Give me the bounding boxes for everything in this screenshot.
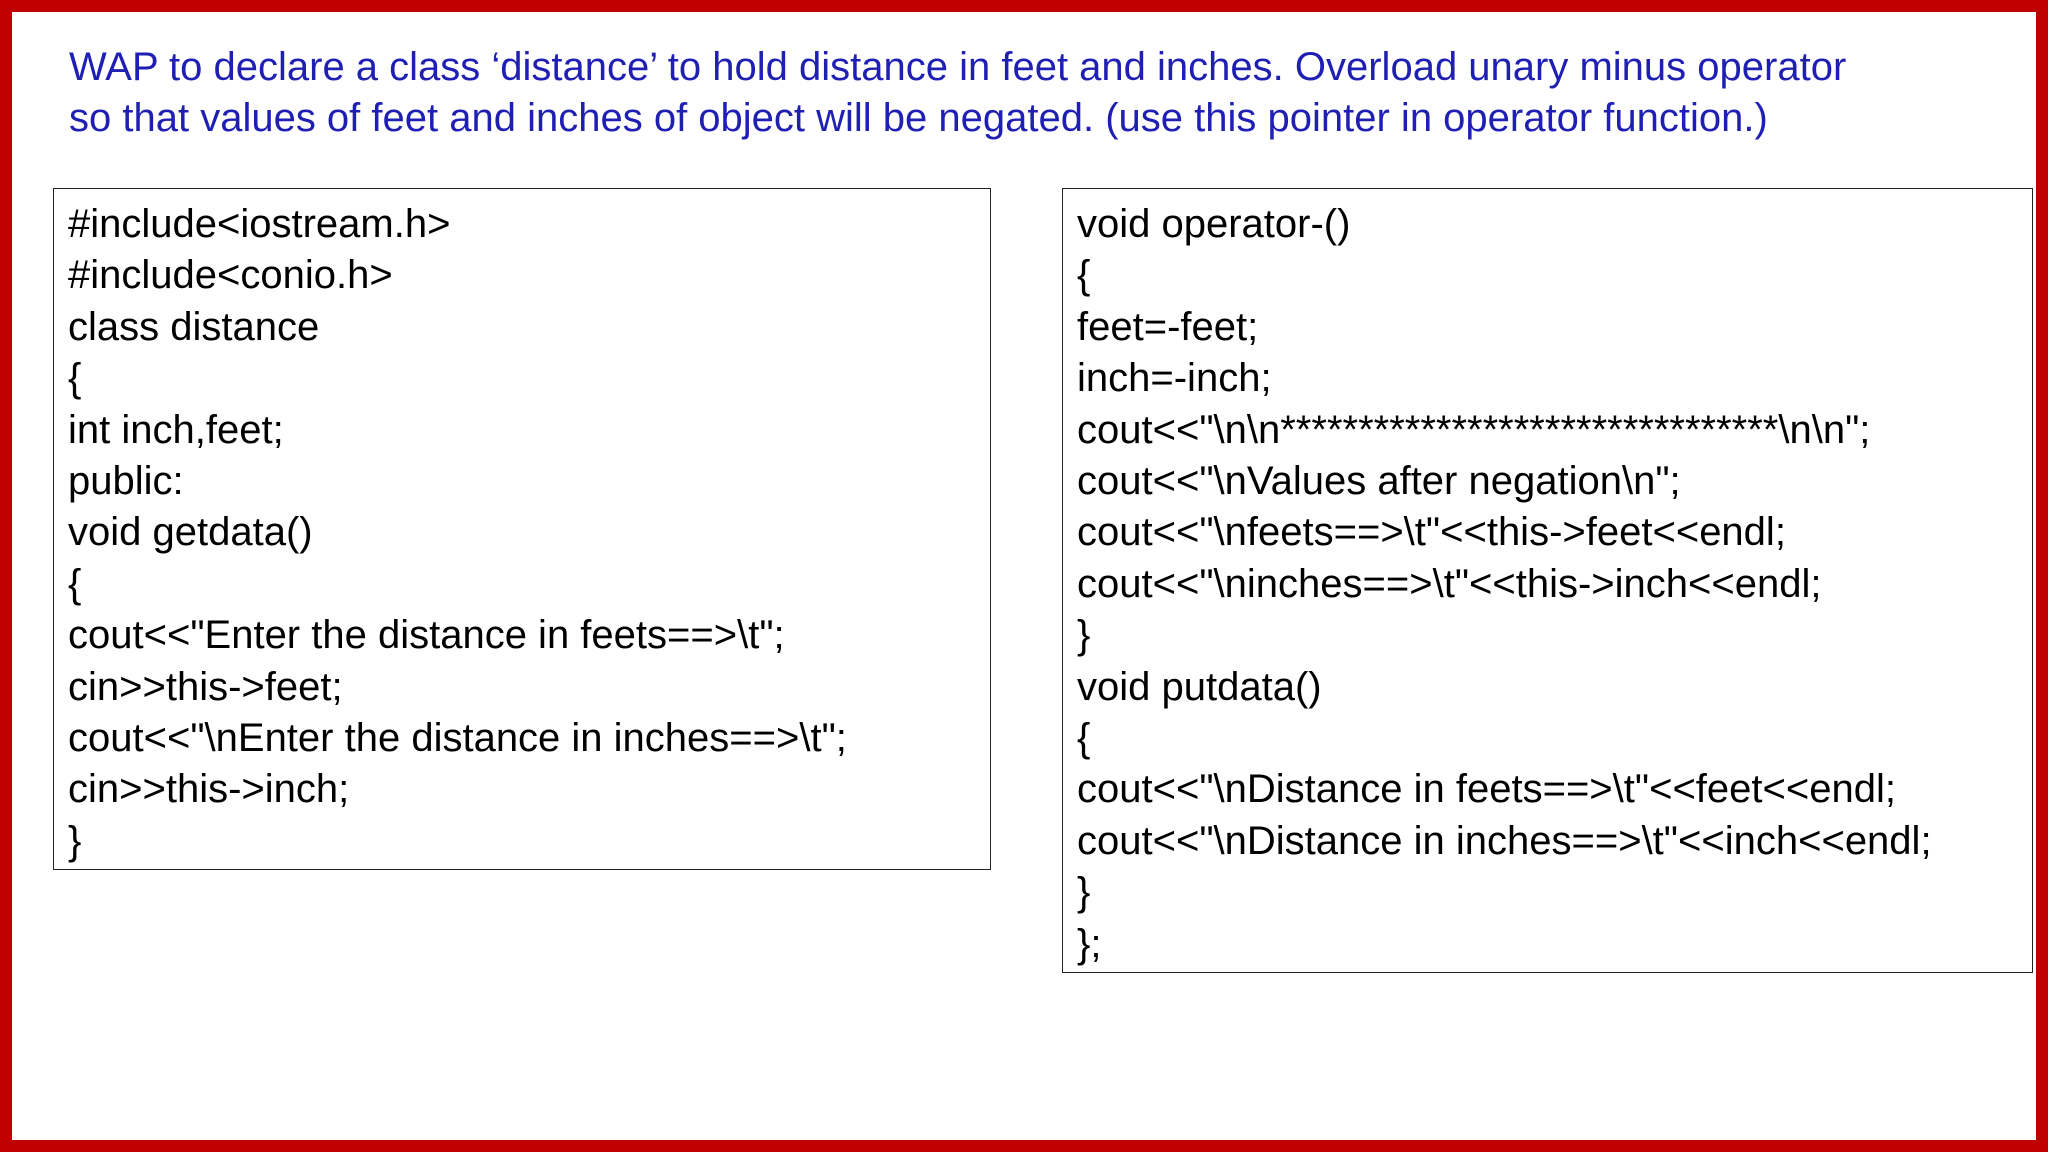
code-line: void operator-() <box>1077 202 1351 246</box>
code-line: cout<<"\nfeets==>\t"<<this->feet<<endl; <box>1077 510 1786 555</box>
code-line: cout<<"\n\n********************************\n\n"; <box>1077 407 1871 452</box>
code-line: int inch,feet; <box>68 407 284 452</box>
code-line: class distance <box>68 304 320 349</box>
code-line: public: <box>68 459 184 504</box>
code-line: { <box>1077 716 1091 761</box>
code-line: cin>>this->inch; <box>68 767 350 812</box>
code-line: } <box>1077 613 1091 658</box>
code-line: }; <box>1077 921 1102 966</box>
code-line: cout<<"\ninches==>\t"<<this->inch<<endl; <box>1077 561 1822 606</box>
code-line: { <box>68 356 82 401</box>
code-line: #include<iostream.h> <box>68 202 451 246</box>
code-line: #include<conio.h> <box>68 253 393 298</box>
code-line: cout<<"\nDistance in inches==>\t"<<inch<<endl; <box>1077 818 1932 863</box>
code-line: } <box>1077 870 1091 915</box>
code-line: cout<<"Enter the distance in feets==>\t"; <box>68 613 785 658</box>
code-box-left <box>53 188 991 870</box>
code-line: feet=-feet; <box>1077 304 1259 349</box>
code-line: { <box>1077 253 1091 298</box>
code-line: void putdata() <box>1077 664 1322 709</box>
problem-statement-line-2: so that values of feet and inches of object will be negated. (use this pointer in operator function.) <box>69 96 1768 140</box>
problem-statement <box>69 42 2029 144</box>
problem-statement-line-1: WAP to declare a class ‘distance’ to hold distance in feet and inches. Overload unary minus operator <box>69 45 1847 89</box>
code-line: inch=-inch; <box>1077 356 1272 401</box>
code-line: cout<<"\nValues after negation\n"; <box>1077 459 1681 504</box>
code-line: cout<<"\nDistance in feets==>\t"<<feet<<endl; <box>1077 767 1896 812</box>
code-line: { <box>68 561 82 606</box>
code-box-right <box>1062 188 2033 973</box>
code-line: cin>>this->feet; <box>68 664 343 709</box>
code-line: cout<<"\nEnter the distance in inches==>\t"; <box>68 716 847 761</box>
code-line: } <box>68 818 82 863</box>
code-line: void getdata() <box>68 510 313 555</box>
